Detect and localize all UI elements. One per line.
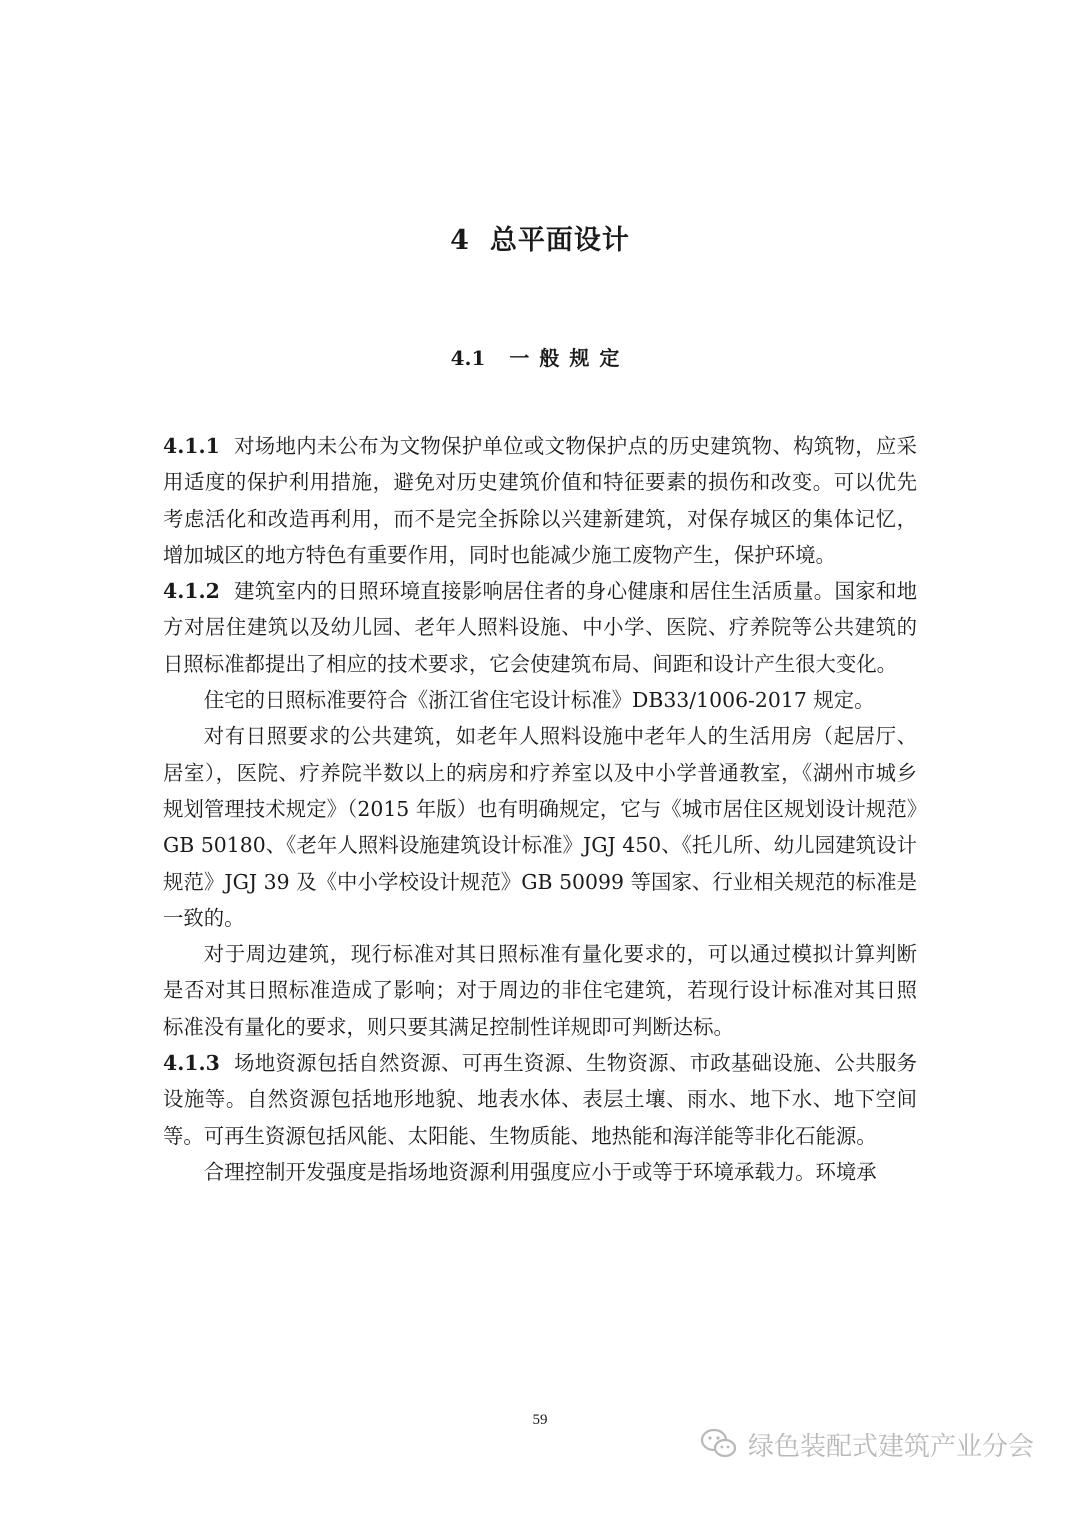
paragraph-4-1-1: [163, 428, 917, 573]
chapter-number: 4: [450, 225, 470, 256]
clause-number: 4.1.3: [163, 1051, 220, 1076]
paragraph-public-buildings: 对有日照要求的公共建筑，如老年人照料设施中老年人的生活用房（起居厅、居室），医院、疗养院半数以上的病房和疗养室以及中小学普通教室，《湖州市城乡规划管理技术规定》（2015 年版）也有明确规定，它与《城市居住区规划设计规范》GB 50180、《老年人照料设施建筑设计标准》JGJ 450、《托儿所、幼儿园建筑设计规范》JGJ 39 及《中小学校设计规范》GB 50099 等国家、行业相关规范的标准是一致的。: [163, 724, 917, 930]
body-text: [163, 428, 917, 1190]
paragraph-development-intensity: 合理控制开发强度是指场地资源利用强度应小于或等于环境承载力。环境承: [203, 1159, 877, 1184]
paragraph-text: 建筑室内的日照环境直接影响居住者的身心健康和居住生活质量。国家和地方对居住建筑以及幼儿园、老年人照料设施、中小学、医院、疗养院等公共建筑的日照标准都提出了相应的技术要求，它会使建筑布局、间距和设计产生很大变化。: [163, 579, 917, 676]
clause-number: 4.1.2: [163, 579, 220, 604]
paragraph-4-1-2: [163, 573, 917, 682]
paragraph-4-1-3: [163, 1045, 917, 1154]
watermark: [700, 1424, 1034, 1464]
paragraph-text: 对场地内未公布为文物保护单位或文物保护点的历史建筑物、构筑物，应采用适度的保护利用措施，避免对历史建筑价值和特征要素的损伤和改变。可以优先考虑活化和改造再利用，而不是完全拆除以兴建新建筑，对保存城区的集体记忆，增加城区的地方特色有重要作用，同时也能减少施工废物产生，保护环境。: [163, 434, 917, 567]
wechat-icon: [700, 1428, 738, 1460]
section-number: 4.1: [450, 346, 486, 370]
paragraph-residential-sunlight: 住宅的日照标准要符合《浙江省住宅设计标准》DB33/1006-2017 规定。: [203, 688, 875, 713]
chapter-title: [0, 218, 1080, 257]
section-title-text: 一般规定: [509, 346, 630, 370]
chapter-title-text: 总平面设计: [489, 225, 630, 256]
clause-number: 4.1.1: [163, 434, 220, 458]
paragraph-text: 场地资源包括自然资源、可再生资源、生物资源、市政基础设施、公共服务设施等。自然资源包括地形地貌、地表水体、表层土壤、雨水、地下水、地下空间等。可再生资源包括风能、太阳能、生物质能、地热能和海洋能等非化石能源。: [163, 1051, 917, 1148]
section-title: [0, 342, 1080, 371]
page-number: 59: [532, 1412, 548, 1428]
watermark-text: 绿色装配式建筑产业分会: [748, 1431, 1035, 1462]
paragraph-surrounding-buildings: 对于周边建筑，现行标准对其日照标准有量化要求的，可以通过模拟计算判断是否对其日照标准造成了影响；对于周边的非住宅建筑，若现行设计标准对其日照标准没有量化的要求，则只要其满足控制性详规即可判断达标。: [163, 942, 917, 1039]
